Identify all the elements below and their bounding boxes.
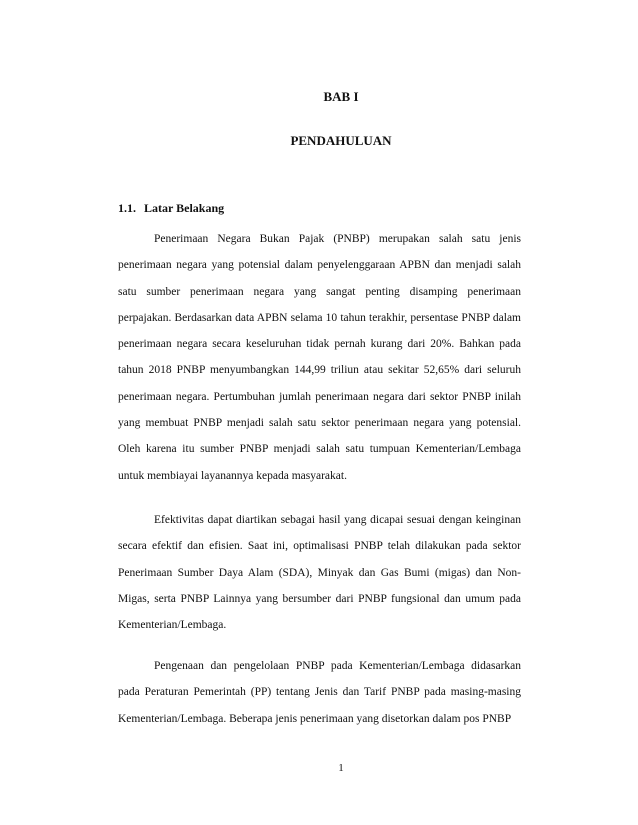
section-title: Latar Belakang [144, 201, 225, 215]
paragraph-1: Penerimaan Negara Bukan Pajak (PNBP) merupakan salah satu jenis penerimaan negara yang potensial dalam penyelenggaraan APBN dan menjadi salah satu sumber penerimaan negara yang sangat penting disamping penerimaan perpajakan. Berdasarkan data APBN selama 10 tahun terakhir, persentase PNBP dalam penerimaan negara secara keseluruhan tidak pernah kurang dari 20%. Bahkan pada tahun 2018 PNBP menyumbangkan 144,99 triliun atau sekitar 52,65% dari seluruh penerimaan negara. Pertumbuhan jumlah penerimaan negara dari sektor PNBP inilah yang membuat PNBP menjadi salah satu sektor penerimaan negara yang potensial. Oleh karena itu sumber PNBP menjadi salah satu tumpuan Kementerian/Lembaga untuk membiayai layanannya kepada masyarakat. [118, 233, 521, 482]
chapter-title: PENDAHULUAN [290, 133, 392, 148]
paragraph-2: Efektivitas dapat diartikan sebagai hasil yang dicapai sesuai dengan keinginan secara efektif dan efisien. Saat ini, optimalisasi PNBP telah dilakukan pada sektor Penerimaan Sumber Daya Alam (SDA), Minyak dan Gas Bumi (migas) dan Non-Migas, serta PNBP Lainnya yang bersumber dari PNBP fungsional dan umum pada Kementerian/Lembaga. [118, 514, 521, 632]
page-number: 1 [338, 762, 344, 774]
paragraph-3: Pengenaan dan pengelolaan PNBP pada Kementerian/Lembaga didasarkan pada Peraturan Pemerintah (PP) tentang Jenis dan Tarif PNBP pada masing-masing Kementerian/Lembaga. Beberapa jenis penerimaan yang disetorkan dalam pos PNBP [118, 660, 521, 725]
section-number: 1.1. [118, 201, 136, 215]
section-heading [118, 201, 224, 216]
chapter-label: BAB I [323, 89, 359, 104]
